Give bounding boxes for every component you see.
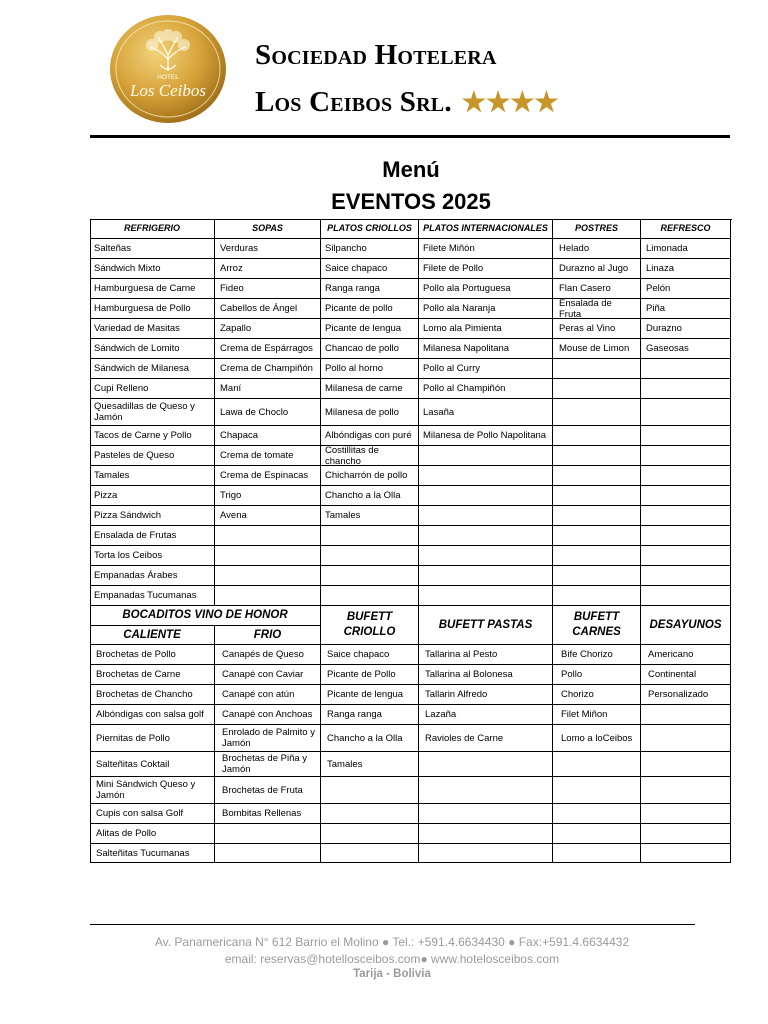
table-cell: [321, 526, 419, 546]
table-cell: Ranga ranga: [321, 279, 419, 299]
table-cell: Picante de lengua: [321, 685, 419, 705]
table-cell: Chancho a la Olla: [321, 725, 419, 752]
table-cell: Albóndigas con salsa golf: [90, 705, 215, 725]
table-cell: [641, 546, 731, 566]
table-cell: Empanadas Tucumanas: [90, 586, 215, 606]
table-cell: [419, 526, 553, 546]
column-header: DESAYUNOS: [641, 606, 731, 645]
table-cell: [641, 466, 731, 486]
sub-header: CALIENTE: [90, 626, 215, 645]
table-cell: [321, 566, 419, 586]
table-cell: Lazaña: [419, 705, 553, 725]
table-cell: [641, 824, 731, 844]
table-cell: Variedad de Masitas: [90, 319, 215, 339]
table-cell: [553, 804, 641, 824]
table-cell: Zapallo: [215, 319, 321, 339]
column-header: BUFETT CRIOLLO: [321, 606, 419, 645]
table-cell: [641, 379, 731, 399]
table-cell: [321, 804, 419, 824]
table-cell: Fideo: [215, 279, 321, 299]
table-cell: Brochetas de Fruta: [215, 777, 321, 804]
table-cell: Silpancho: [321, 239, 419, 259]
table-cell: Bife Chorizo: [553, 645, 641, 665]
table-cell: [215, 566, 321, 586]
table-cell: [641, 725, 731, 752]
table-cell: [419, 486, 553, 506]
company-name: [255, 32, 559, 126]
group-header: BOCADITOS VINO DE HONOR: [90, 606, 321, 626]
table-cell: Helado: [553, 239, 641, 259]
table-cell: [641, 705, 731, 725]
footer-divider: [90, 924, 695, 925]
column-header: PLATOS INTERNACIONALES: [419, 219, 553, 239]
table-cell: [419, 546, 553, 566]
table-cell: [641, 399, 731, 426]
table-cell: Milanesa de pollo: [321, 399, 419, 426]
table-cell: Enrolado de Palmito y Jamón: [215, 725, 321, 752]
table-cell: Filete Miñón: [419, 239, 553, 259]
company-line-2-text: Los Ceibos Srl.: [255, 86, 452, 118]
column-header: BUFETT PASTAS: [419, 606, 553, 645]
table-cell: [553, 566, 641, 586]
table-cell: Tallarin Alfredo: [419, 685, 553, 705]
table-cell: Brochetas de Pollo: [90, 645, 215, 665]
column-header: POSTRES: [553, 219, 641, 239]
table-cell: [641, 359, 731, 379]
table-cell: [641, 566, 731, 586]
table-cell: Ranga ranga: [321, 705, 419, 725]
table-cell: Crema de Espinacas: [215, 466, 321, 486]
table-cell: Costillitas de chancho: [321, 446, 419, 466]
table-cell: Salteñas: [90, 239, 215, 259]
table-cell: [419, 824, 553, 844]
column-header: BUFETT CARNES: [553, 606, 641, 645]
table-cell: Pollo al horno: [321, 359, 419, 379]
header-divider: [90, 135, 730, 138]
table-cell: [215, 546, 321, 566]
table-cell: [321, 824, 419, 844]
table-cell: Pollo: [553, 665, 641, 685]
column-header: SOPAS: [215, 219, 321, 239]
table-cell: Flan Casero: [553, 279, 641, 299]
table-cell: Brochetas de Chancho: [90, 685, 215, 705]
table-cell: Crema de Champiñón: [215, 359, 321, 379]
menu-subtitle: EVENTOS 2025: [331, 189, 491, 214]
footer-contact: email: reservas@hotellosceibos.com● www.hotelosceibos.com: [224, 952, 560, 966]
table-cell: Ravioles de Carne: [419, 725, 553, 752]
table-cell: Cabellos de Ángel: [215, 299, 321, 319]
table-cell: Picante de pollo: [321, 299, 419, 319]
table-cell: [641, 526, 731, 546]
table-cell: [553, 586, 641, 606]
table-cell: Pollo ala Portuguesa: [419, 279, 553, 299]
table-cell: [641, 844, 731, 863]
column-header: REFRIGERIO: [90, 219, 215, 239]
table-cell: Canapé con atún: [215, 685, 321, 705]
company-line-2: [255, 79, 559, 126]
table-cell: [641, 486, 731, 506]
table-cell: Crema de tomate: [215, 446, 321, 466]
table-cell: Tamales: [90, 466, 215, 486]
table-cell: Chicharrón de pollo: [321, 466, 419, 486]
table-cell: Bombitas Rellenas: [215, 804, 321, 824]
column-header: REFRESCO: [641, 219, 731, 239]
table-cell: [419, 752, 553, 777]
table-cell: [321, 546, 419, 566]
table-cell: Sándwich Mixto: [90, 259, 215, 279]
table-cell: [641, 426, 731, 446]
table-cell: Maní: [215, 379, 321, 399]
table-cell: Pollo ala Naranja: [419, 299, 553, 319]
table-cell: [321, 777, 419, 804]
table-cell: [553, 844, 641, 863]
table-cell: [215, 586, 321, 606]
table-cell: Lasaña: [419, 399, 553, 426]
table-cell: Milanesa de Pollo Napolitana: [419, 426, 553, 446]
table-cell: Cupi Relleno: [90, 379, 215, 399]
table-cell: Crema de Espárragos: [215, 339, 321, 359]
table-cell: [641, 777, 731, 804]
table-cell: Mini Sándwich Queso y Jamón: [90, 777, 215, 804]
table-cell: Torta los Ceibos: [90, 546, 215, 566]
table-cell: Filete de Pollo: [419, 259, 553, 279]
table-cell: Filet Miñon: [553, 705, 641, 725]
table-cell: [641, 506, 731, 526]
table-cell: Lomo ala Pimienta: [419, 319, 553, 339]
table-cell: [419, 466, 553, 486]
table-cell: Ensalada de Frutas: [90, 526, 215, 546]
table-cell: [321, 844, 419, 863]
table-cell: Pollo al Champiñón: [419, 379, 553, 399]
hotel-logo: [108, 13, 228, 125]
table-cell: Peras al Vino: [553, 319, 641, 339]
table-cell: Canapé con Anchoas: [215, 705, 321, 725]
table-cell: [553, 379, 641, 399]
table-cell: [215, 844, 321, 863]
menu-title: Menú: [382, 157, 440, 182]
table-cell: Durazno al Jugo: [553, 259, 641, 279]
table-cell: [553, 446, 641, 466]
table-cell: Albóndigas con puré: [321, 426, 419, 446]
table-cell: [419, 446, 553, 466]
column-header: PLATOS CRIOLLOS: [321, 219, 419, 239]
table-cell: [553, 526, 641, 546]
table-cell: Saice chapaco: [321, 645, 419, 665]
table-cell: [553, 486, 641, 506]
table-cell: Gaseosas: [641, 339, 731, 359]
footer-location: Tarija - Bolivia: [353, 968, 431, 980]
table-cell: Lomo a loCeibos: [553, 725, 641, 752]
table-cell: Tamales: [321, 752, 419, 777]
table-cell: [419, 777, 553, 804]
table-cell: [553, 752, 641, 777]
table-cell: [641, 446, 731, 466]
table-cell: Continental: [641, 665, 731, 685]
table-cell: [419, 586, 553, 606]
table-cell: Personalizado: [641, 685, 731, 705]
table-cell: Pizza: [90, 486, 215, 506]
table-cell: Pizza Sándwich: [90, 506, 215, 526]
table-cell: [641, 752, 731, 777]
table-cell: Brochetas de Carne: [90, 665, 215, 685]
table-cell: Trigo: [215, 486, 321, 506]
table-cell: Verduras: [215, 239, 321, 259]
table-cell: Tallarina al Bolonesa: [419, 665, 553, 685]
table-cell: Hamburguesa de Carne: [90, 279, 215, 299]
star-rating-icon: ★★★★: [461, 87, 559, 117]
table-cell: Picante de Pollo: [321, 665, 419, 685]
table-cell: [553, 777, 641, 804]
table-cell: Tallarina al Pesto: [419, 645, 553, 665]
table-cell: Brochetas de Piña y Jamón: [215, 752, 321, 777]
table-cell: Cupis con salsa Golf: [90, 804, 215, 824]
table-cell: [553, 466, 641, 486]
table-cell: Saice chapaco: [321, 259, 419, 279]
table-cell: [553, 399, 641, 426]
table-cell: [215, 824, 321, 844]
table-cell: Tacos de Carne y Pollo: [90, 426, 215, 446]
table-cell: [553, 359, 641, 379]
table-cell: Hamburguesa de Pollo: [90, 299, 215, 319]
table-cell: Linaza: [641, 259, 731, 279]
table-cell: [419, 566, 553, 586]
logo-name-text: Los Ceibos: [129, 81, 207, 100]
table-cell: [321, 586, 419, 606]
table-cell: [553, 426, 641, 446]
table-cell: Chancao de pollo: [321, 339, 419, 359]
table-cell: Ensalada de Fruta: [553, 299, 641, 319]
table-cell: Chapaca: [215, 426, 321, 446]
table-cell: [419, 844, 553, 863]
table-cell: Durazno: [641, 319, 731, 339]
table-cell: Avena: [215, 506, 321, 526]
table-cell: Milanesa de carne: [321, 379, 419, 399]
table-cell: [553, 824, 641, 844]
table-cell: Canapé con Caviar: [215, 665, 321, 685]
footer-address: Av. Panamericana N° 612 Barrio el Molino ● Tel.: +591.4.6634430 ● Fax:+591.4.6634432: [154, 935, 630, 949]
table-cell: Salteñitas Coktail: [90, 752, 215, 777]
table-cell: Tamales: [321, 506, 419, 526]
table-cell: Mouse de Limon: [553, 339, 641, 359]
sub-header: FRIO: [215, 626, 321, 645]
table-cell: [419, 804, 553, 824]
table-cell: Empanadas Árabes: [90, 566, 215, 586]
table-cell: Pasteles de Queso: [90, 446, 215, 466]
company-line-1: Sociedad Hotelera: [255, 39, 497, 71]
table-cell: Canapés de Queso: [215, 645, 321, 665]
table-cell: Milanesa Napolitana: [419, 339, 553, 359]
table-cell: [419, 506, 553, 526]
table-cell: [641, 586, 731, 606]
table-cell: Arroz: [215, 259, 321, 279]
table-cell: Americano: [641, 645, 731, 665]
table-cell: Pollo al Curry: [419, 359, 553, 379]
table-cell: Alitas de Pollo: [90, 824, 215, 844]
table-cell: [553, 546, 641, 566]
table-cell: [215, 526, 321, 546]
table-cell: Piernitas de Pollo: [90, 725, 215, 752]
logo-hotel-text: HOTEL: [157, 74, 179, 81]
table-cell: Salteñitas Tucumanas: [90, 844, 215, 863]
table-cell: [553, 506, 641, 526]
table-cell: Lawa de Choclo: [215, 399, 321, 426]
table-cell: Chorizo: [553, 685, 641, 705]
table-cell: Piña: [641, 299, 731, 319]
table-cell: Sándwich de Milanesa: [90, 359, 215, 379]
table-cell: Picante de lengua: [321, 319, 419, 339]
table-cell: Quesadillas de Queso y Jamón: [90, 399, 215, 426]
table-cell: [641, 804, 731, 824]
table-cell: Sándwich de Lomito: [90, 339, 215, 359]
table-cell: Chancho a la Olla: [321, 486, 419, 506]
table-cell: Limonada: [641, 239, 731, 259]
table-cell: Pelón: [641, 279, 731, 299]
